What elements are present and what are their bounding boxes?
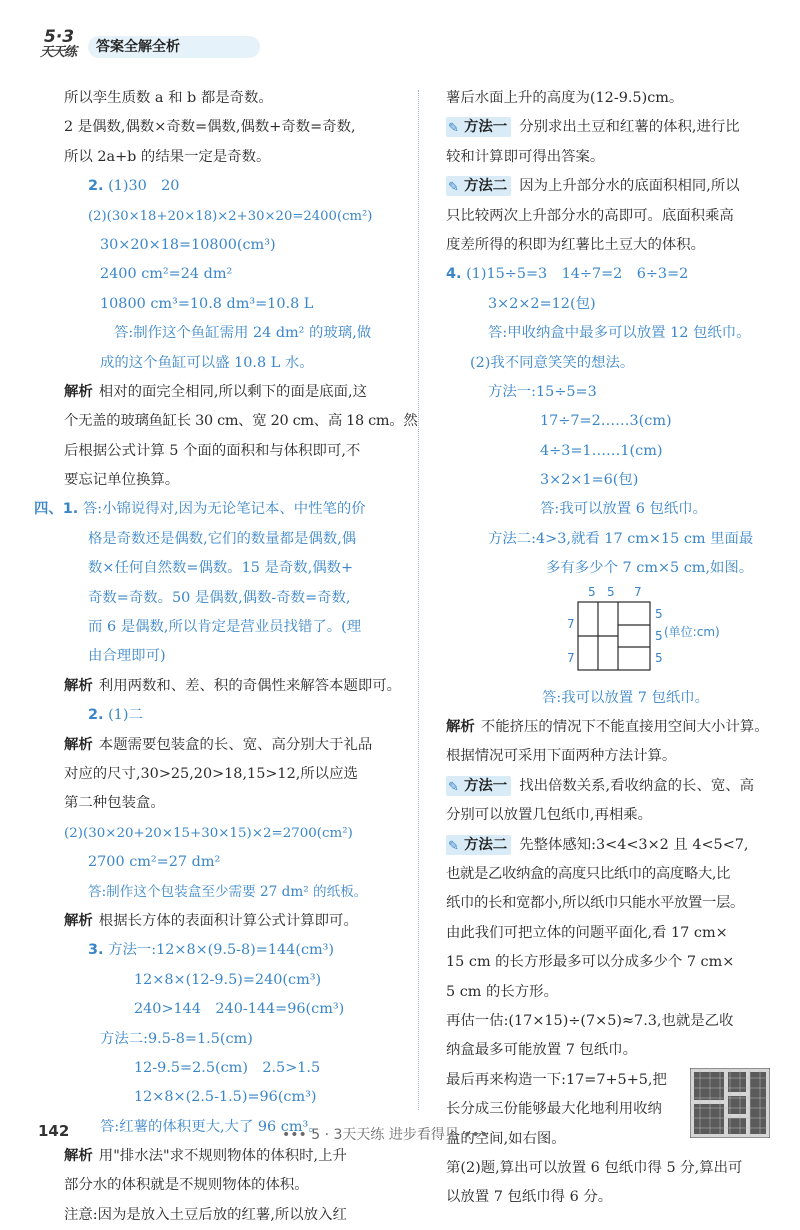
question-number: 2. [88, 178, 104, 195]
answer-line: 答:制作这个包装盒至少需要 27 dm² 的纸板。 [88, 883, 368, 900]
answer-line: 17÷7=2……3(cm) [540, 413, 672, 430]
answer-line: 而 6 是偶数,所以肯定是营业员找错了。(理 [88, 619, 362, 636]
answer-line: 答:红薯的体积更大,大了 96 cm³。 [100, 1118, 323, 1135]
text-line: 薯后水面上升的高度为(12-9.5)cm。 [446, 90, 684, 106]
analysis-line [64, 731, 404, 760]
right-column [446, 84, 776, 1213]
answer-line [34, 495, 404, 524]
text-line: 部分水的体积就是不规则物体的体积。 [64, 1177, 309, 1194]
text-line: 2 是偶数,偶数×奇数=偶数,偶数+奇数=奇数, [64, 119, 356, 136]
footer-slogan: ••• 5 · 3天天练 进步看得见 ••• [282, 1127, 489, 1143]
analysis-text: 不能挤压的情况下不能直接用空间大小计算。 [480, 719, 769, 736]
analysis-tag: 解析 [446, 719, 475, 736]
text-line: 度差所得的积即为红薯比土豆大的体积。 [446, 236, 706, 253]
dim-label: 5 [607, 584, 615, 599]
question-number: 4. [446, 266, 462, 283]
text-line: 5 cm 的长方形。 [446, 983, 558, 1000]
text-line: 根据情况可采用下面两种方法计算。 [446, 748, 677, 765]
unit-label: (单位:cm) [664, 624, 720, 639]
method-tag [446, 117, 511, 137]
answer-line: 2400 cm²=24 dm² [100, 266, 233, 283]
text-line: 注意:因为是放入土豆后放的红薯,所以放入红 [64, 1206, 347, 1223]
analysis-tag: 解析 [64, 1148, 93, 1165]
analysis-tag: 解析 [64, 383, 93, 400]
method-text: 找出倍数关系,看收纳盒的长、宽、高 [519, 777, 755, 794]
method-line [446, 831, 776, 860]
answer-line: 240>144 240-144=96(cm³) [134, 1001, 345, 1018]
analysis-tag: 解析 [64, 677, 93, 694]
method-label: 方法一 [464, 777, 508, 794]
text-line: 分别可以放置几包纸巾,再相乘。 [446, 807, 653, 824]
pencil-icon: ✎ [448, 180, 459, 196]
answer-line: (2)(30×20+20×15+30×15)×2=2700(cm²) [64, 825, 353, 841]
answer-line: 答:我可以放置 6 包纸巾。 [540, 501, 708, 518]
answer-line [64, 701, 404, 730]
section-number: 四、1. [34, 501, 79, 518]
answer-text: 方法一:12×8×(9.5-8)=144(cm³) [108, 942, 335, 959]
answer-text: (1)15÷5=3 14÷7=2 6÷3=2 [466, 266, 689, 283]
text-line: 第二种包装盒。 [64, 795, 165, 812]
pencil-icon: ✎ [448, 779, 459, 795]
answer-line: 方法二:9.5-8=1.5(cm) [100, 1030, 253, 1047]
answer-line: 格是奇数还是偶数,它们的数量都是偶数,偶 [88, 530, 357, 547]
text-line: 最后再来构造一下:17=7+5+5,把 [446, 1071, 667, 1088]
text-line: 纸巾的长和宽都小,所以纸巾只能水平放置一层。 [446, 895, 744, 912]
answer-line: 方法一:15÷5=3 [488, 383, 597, 400]
method-text: 分别求出土豆和红薯的体积,进行比 [519, 119, 740, 136]
text-line: 15 cm 的长方形最多可以分成多少个 7 cm× [446, 954, 735, 971]
analysis-text: 根据长方体的表面积计算公式计算即可。 [98, 912, 358, 929]
text-line: 以放置 7 包纸巾得 6 分。 [446, 1189, 613, 1206]
text-line: 所以孪生质数 a 和 b 都是奇数。 [64, 90, 273, 106]
text-line: 所以 2a+b 的结果一定是奇数。 [64, 148, 271, 165]
answer-line: 12×8×(12-9.5)=240(cm³) [134, 971, 322, 988]
answer-line: 由合理即可) [88, 648, 166, 665]
text-line: 个无盖的玻璃鱼缸长 30 cm、宽 20 cm、高 18 cm。然 [64, 413, 418, 430]
answer-line: 12-9.5=2.5(cm) 2.5>1.5 [134, 1059, 321, 1076]
dim-label: 5 [655, 650, 663, 665]
answer-line: 2700 cm²=27 dm² [88, 854, 221, 871]
answer-line: 方法二:4>3,就看 17 cm×15 cm 里面最 [488, 530, 754, 547]
method-label: 方法二 [464, 836, 508, 853]
text-line: 由此我们可把立体的问题平面化,看 17 cm× [446, 924, 728, 941]
answer-line: 答:制作这个鱼缸需用 24 dm² 的玻璃,做 [114, 325, 372, 342]
analysis-line [64, 907, 404, 936]
answer-line: 奇数=奇数。50 是偶数,偶数-奇数=奇数, [88, 589, 351, 606]
dim-label: 5 [588, 584, 596, 599]
answer-text: (1)二 [108, 707, 143, 724]
method-label: 方法一 [464, 119, 508, 136]
question-number: 2. [88, 707, 104, 724]
answer-line: 答:我可以放置 7 包纸巾。 [542, 689, 710, 706]
method-tag [446, 776, 511, 796]
dim-label: 5 [655, 606, 663, 621]
analysis-line [64, 672, 404, 701]
method-text: 因为上升部分水的底面积相同,所以 [519, 178, 740, 195]
answer-line [64, 172, 404, 201]
text-line: 只比较两次上升部分水的高即可。底面积乘高 [446, 207, 734, 224]
answer-line: (2)(30×18+20×18)×2+30×20=2400(cm²) [88, 208, 373, 224]
method-tag [446, 176, 511, 196]
tissue-layout-diagram [446, 584, 776, 684]
dim-label: 7 [567, 616, 575, 631]
answer-line: 多有多少个 7 cm×5 cm,如图。 [546, 560, 754, 577]
dim-label: 7 [634, 584, 642, 599]
answer-line: 成的这个鱼缸可以盛 10.8 L 水。 [100, 354, 314, 371]
answer-text: 答:小锦说得对,因为无论笔记本、中性笔的价 [82, 501, 366, 518]
logo-line2: 天天练 [40, 45, 77, 60]
answer-line: 3×2×1=6(包) [540, 472, 639, 489]
text-line: 长分成三份能够最大化地利用收纳 [446, 1101, 662, 1118]
method-line [446, 772, 776, 801]
analysis-line [446, 713, 776, 742]
analysis-text: 本题需要包装盒的长、宽、高分别大于礼品 [98, 736, 373, 753]
answer-line: 数×任何自然数=偶数。15 是奇数,偶数+ [88, 560, 354, 577]
answer-line: 4÷3=1……1(cm) [540, 442, 663, 459]
analysis-tag: 解析 [64, 912, 93, 929]
text-line: 第(2)题,算出可以放置 6 包纸巾得 5 分,算出可 [446, 1159, 743, 1176]
analysis-text: 相对的面完全相同,所以剩下的面是底面,这 [98, 383, 367, 400]
answer-line [64, 936, 404, 965]
analysis-line [64, 378, 404, 407]
layout-figure [446, 584, 776, 684]
text-line: 再估一估:(17×15)÷(7×5)≈7.3,也就是乙收 [446, 1012, 734, 1029]
answer-line [446, 260, 776, 289]
text-line: 也就是乙收纳盒的高度只比纸巾的高度略大,比 [446, 865, 730, 882]
page-footer [0, 1122, 800, 1152]
answer-line: 答:甲收纳盒中最多可以放置 12 包纸巾。 [488, 325, 751, 342]
analysis-tag: 解析 [64, 736, 93, 753]
answer-text: (1)30 20 [108, 178, 180, 195]
pencil-icon: ✎ [448, 121, 459, 137]
header-banner: 答案全解全析 [88, 36, 260, 58]
column-divider [418, 90, 419, 1110]
method-tag [446, 835, 511, 855]
dim-label: 7 [567, 650, 575, 665]
logo-line1: 5·3 [44, 27, 75, 47]
pencil-icon: ✎ [448, 838, 459, 854]
answer-line: 12×8×(2.5-1.5)=96(cm³) [134, 1089, 317, 1106]
text-line: 要忘记单位换算。 [64, 472, 180, 489]
analysis-text: 利用两数和、差、积的奇偶性来解答本题即可。 [98, 677, 402, 694]
text-line: 盒的空间,如右图。 [446, 1130, 566, 1147]
answer-line: 30×20×18=10800(cm³) [100, 236, 276, 253]
dim-label: 5 [655, 628, 663, 643]
text-line: 纳盒最多可能放置 7 包纸巾。 [446, 1042, 637, 1059]
text-line: 较和计算即可得出答案。 [446, 148, 605, 165]
analysis-text: 用"排水法"求不规则物体的体积时,上升 [98, 1148, 347, 1165]
method-line [446, 172, 776, 201]
answer-line: (2)我不同意笑笑的想法。 [470, 354, 635, 371]
text-line: 后根据公式计算 5 个面的面积和与体积即可,不 [64, 442, 361, 459]
method-label: 方法二 [464, 178, 508, 195]
page-number: 142 [38, 1122, 70, 1140]
answer-line: 10800 cm³=10.8 dm³=10.8 L [100, 295, 314, 312]
text-line: 对应的尺寸,30>25,20>18,15>12,所以应选 [64, 765, 358, 782]
answer-line: 3×2×2=12(包) [488, 295, 596, 312]
method-text: 先整体感知:3<4<3×2 且 4<5<7, [519, 836, 749, 853]
brand-logo [40, 27, 88, 62]
question-number: 3. [88, 942, 104, 959]
method-line [446, 113, 776, 142]
